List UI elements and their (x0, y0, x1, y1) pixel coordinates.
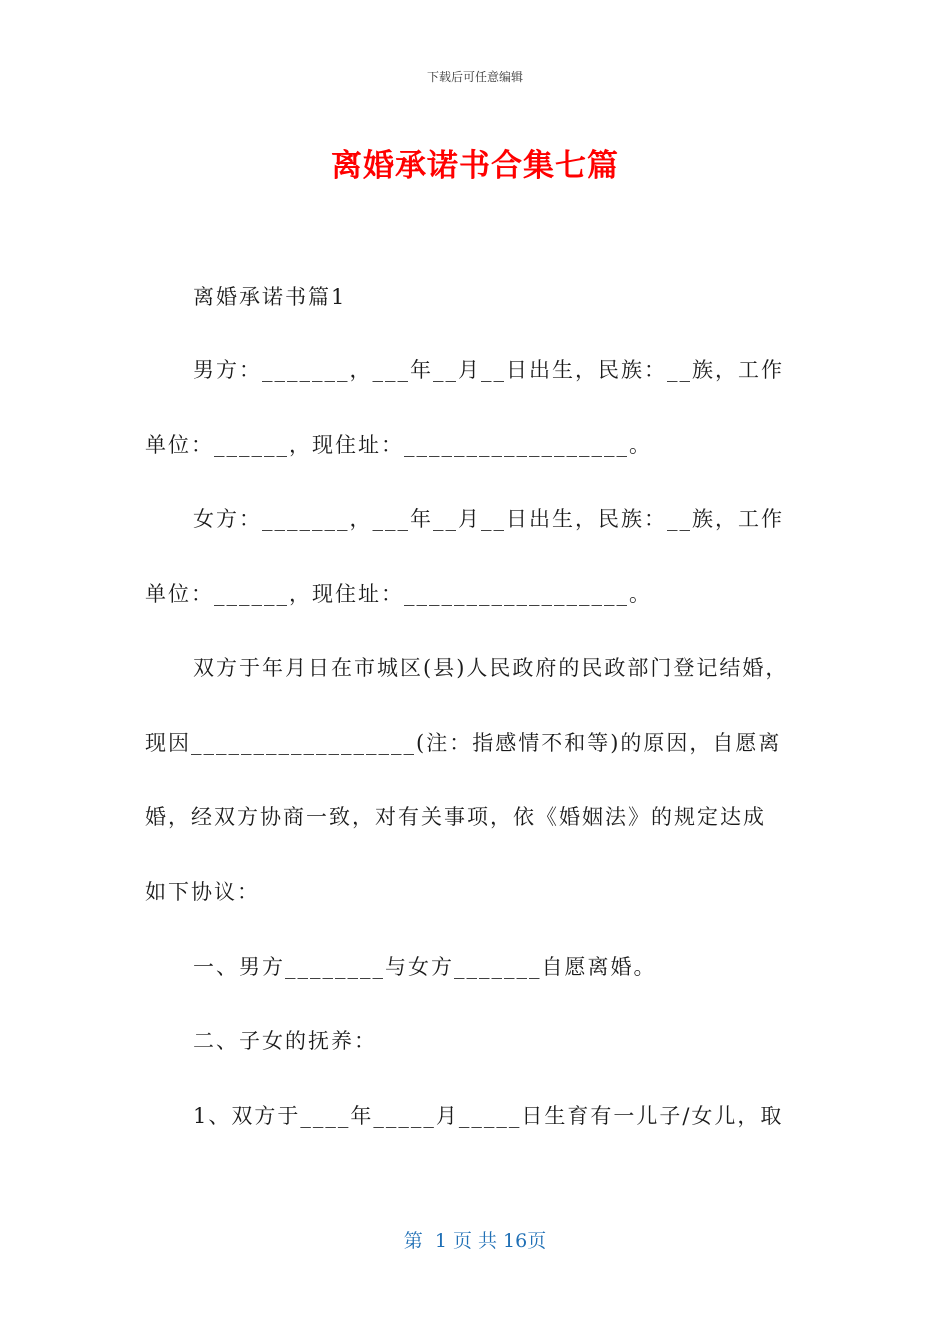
body-line: 婚，经双方协商一致，对有关事项，依《婚姻法》的规定达成 (145, 805, 766, 829)
body-line: 女方：_______，___年__月__日出生，民族：__族，工作 (193, 507, 784, 531)
page-number-footer: 第 1 页 共 16页 (403, 1230, 547, 1252)
body-line: 1、双方于____年_____月_____日生育有一儿子/女儿，取 (193, 1104, 784, 1128)
body-line: 单位：______，现住址：__________________。 (145, 433, 652, 457)
body-line: 一、男方________与女方_______自愿离婚。 (193, 955, 657, 979)
document-title: 离婚承诺书合集七篇 (331, 148, 619, 184)
body-line: 男方：_______，___年__月__日出生，民族：__族，工作 (193, 358, 784, 382)
page-header-note: 下载后可任意编辑 (426, 70, 523, 84)
body-line: 如下协议： (145, 880, 260, 904)
body-line: 二、子女的抚养： (193, 1029, 377, 1053)
body-line: 单位：______，现住址：__________________。 (145, 582, 652, 606)
body-line: 现因__________________(注：指感情不和等)的原因，自愿离 (145, 731, 782, 755)
body-line: 双方于年月日在市城区(县)人民政府的民政部门登记结婚， (193, 656, 789, 680)
section-heading: 离婚承诺书篇1 (193, 285, 347, 309)
